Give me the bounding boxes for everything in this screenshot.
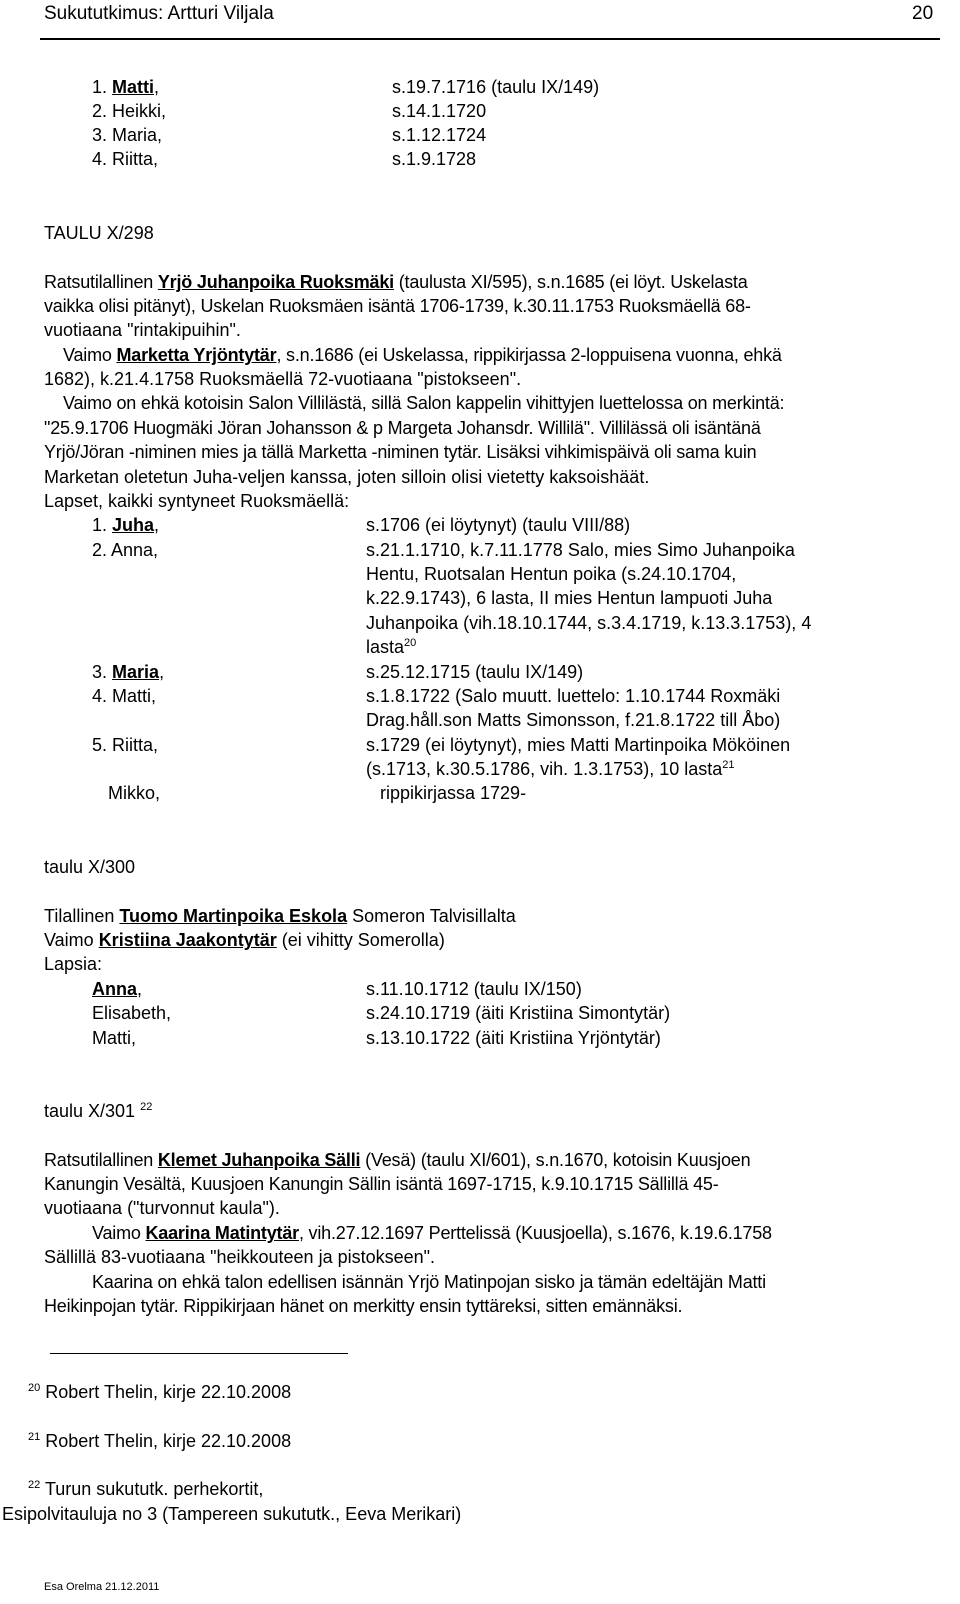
footnote-ref: 20 [404,637,417,649]
list-item: Matti, [92,1028,137,1048]
list-item-info: (s.1713, k.30.5.1786, vih. 1.3.1753), 10 lasta$^{21}$ [366,759,735,779]
paragraph-line: Yrjö/Jöran -niminen mies ja tällä Marketta -niminen tytär. Lisäksi vihkimispäivä oli sama kuin [44,442,757,462]
list-item-info: lasta$^{20}$ [366,637,417,657]
list-item: 1. Juha, [92,515,160,535]
section-heading: TAULU X/298 [44,223,154,243]
list-item-info: s.21.1.1710, k.7.11.1778 Salo, mies Simo Juhanpoika [366,540,795,560]
list-item-info: Juhanpoika (vih.18.10.1744, s.3.4.1719, k.13.3.1753), 4 [366,613,812,633]
page-footer: Esa Orelma 21.12.2011 [44,1581,160,1593]
list-item: Mikko, [108,783,161,803]
page-number: 20 [912,3,934,24]
paragraph-line: vuotiaana ("turvonnut kaula"). [44,1198,280,1218]
paragraph-line: Ratsutilallinen Yrjö Juhanpoika Ruoksmäki (taulusta XI/595), s.n.1685 (ei löyt. Uskelasta [44,272,748,292]
list-item: 3. Maria, [92,125,163,145]
paragraph-line: Lapset, kaikki syntyneet Ruoksmäellä: [44,491,350,511]
paragraph-line: Vaimo on ehkä kotoisin Salon Villilästä, sillä Salon kappelin vihittyjen luettelossa on merkintä: [63,393,785,413]
footnote-number: 20 [28,1382,41,1394]
paragraph-line: Marketan oletetun Juha-veljen kanssa, joten silloin olisi vietetty kaksoishäät. [44,467,650,487]
footnote: $^{21}$ Robert Thelin, kirje 22.10.2008 [28,1431,292,1451]
paragraph-line: Kanungin Vesältä, Kuusjoen Kanungin Sällin isäntä 1697-1715, k.9.10.1715 Sällillä 45- [44,1174,719,1194]
footnote-ref: 21 [722,759,735,771]
list-item-info: s.1706 (ei löytynyt) (taulu VIII/88) [366,515,631,535]
list-item: 4. Matti, [92,686,157,706]
list-item: Anna, [92,979,143,999]
list-item-info: s.13.10.1722 (äiti Kristiina Yrjöntytär) [366,1028,661,1048]
list-item-info: s.11.10.1712 (taulu IX/150) [366,979,582,999]
paragraph-line: Vaimo Kaarina Matintytär, vih.27.12.1697 Perttelissä (Kuusjoella), s.1676, k.19.6.1758 [92,1223,772,1243]
paragraph-line: vuotiaana "rintakipuihin". [44,320,241,340]
paragraph-line: Vaimo Kristiina Jaakontytär (ei vihitty Somerolla) [44,930,445,950]
paragraph-line: vaikka olisi pitänyt), Uskelan Ruoksmäen isäntä 1706-1739, k.30.11.1753 Ruoksmäellä 68- [44,296,751,316]
header-rule [40,38,940,40]
footnote-number: 22 [28,1479,41,1491]
paragraph-line: Lapsia: [44,954,103,974]
list-item-info: s.1.8.1722 (Salo muutt. luettelo: 1.10.1744 Roxmäki [366,686,781,706]
list-item-info: k.22.9.1743), 6 lasta, II mies Hentun lampuoti Juha [366,588,773,608]
list-item: Elisabeth, [92,1003,172,1023]
list-item: 3. Maria, [92,662,165,682]
paragraph-line: Heikinpojan tytär. Rippikirjaan hänet on merkitty ensin tyttäreksi, sitten emännäksi. [44,1296,683,1316]
list-item-info: s.19.7.1716 (taulu IX/149) [392,77,600,97]
list-item: 2. Anna, [92,540,159,560]
footnote-rule [50,1353,348,1354]
paragraph-line: Ratsutilallinen Klemet Juhanpoika Sälli (Vesä) (taulu XI/601), s.n.1670, kotoisin Kuusjoen [44,1150,751,1170]
paragraph-line: "25.9.1706 Huogmäki Jöran Johansson & p Margeta Johansdr. Willilä". Villilässä oli isäntänä [44,418,761,438]
footnote: $^{20}$ Robert Thelin, kirje 22.10.2008 [28,1382,292,1402]
page-header-title: Sukututkimus: Artturi Viljala [44,3,274,24]
list-item-info: s.1.12.1724 [392,125,487,145]
footnote-number: 21 [28,1431,41,1443]
footnote-ref: 22 [140,1101,153,1113]
footnote: $^{22}$ Turun sukututk. perhekortit, [28,1479,264,1499]
list-item-info: Hentu, Ruotsalan Hentun poika (s.24.10.1704, [366,564,737,584]
paragraph-line: Kaarina on ehkä talon edellisen isännän Yrjö Matinpojan sisko ja tämän edeltäjän Matti [92,1272,766,1292]
list-item: 2. Heikki, [92,101,167,121]
paragraph-line: Sällillä 83-vuotiaana "heikkouteen ja pistokseen". [44,1247,436,1267]
list-item-info: s.24.10.1719 (äiti Kristiina Simontytär) [366,1003,671,1023]
paragraph-line: Tilallinen Tuomo Martinpoika Eskola Someron Talvisillalta [44,906,516,926]
paragraph-line: Vaimo Marketta Yrjöntytär, s.n.1686 (ei Uskelassa, rippikirjassa 2-loppuisena vuonna, ehkä [63,345,782,365]
list-item: 4. Riitta, [92,149,159,169]
section-heading: taulu X/300 [44,857,136,877]
list-item-info: s.25.12.1715 (taulu IX/149) [366,662,584,682]
list-item-info: s.1729 (ei löytynyt), mies Matti Martinpoika Mököinen [366,735,791,755]
footnote-continuation: Esipolvitauluja no 3 (Tampereen sukututk., Eeva Merikari) [2,1504,462,1524]
list-item-info: Drag.håll.son Matts Simonsson, f.21.8.1722 till Åbo) [366,710,781,730]
list-item: 5. Riitta, [92,735,159,755]
list-item-info: rippikirjassa 1729- [380,783,527,803]
list-item-info: s.1.9.1728 [392,149,477,169]
section-heading: taulu X/301 $^{22}$ [44,1101,153,1121]
paragraph-line: 1682), k.21.4.1758 Ruoksmäellä 72-vuotiaana "pistokseen". [44,369,522,389]
list-item-info: s.14.1.1720 [392,101,487,121]
list-item: 1. Matti, [92,77,160,97]
